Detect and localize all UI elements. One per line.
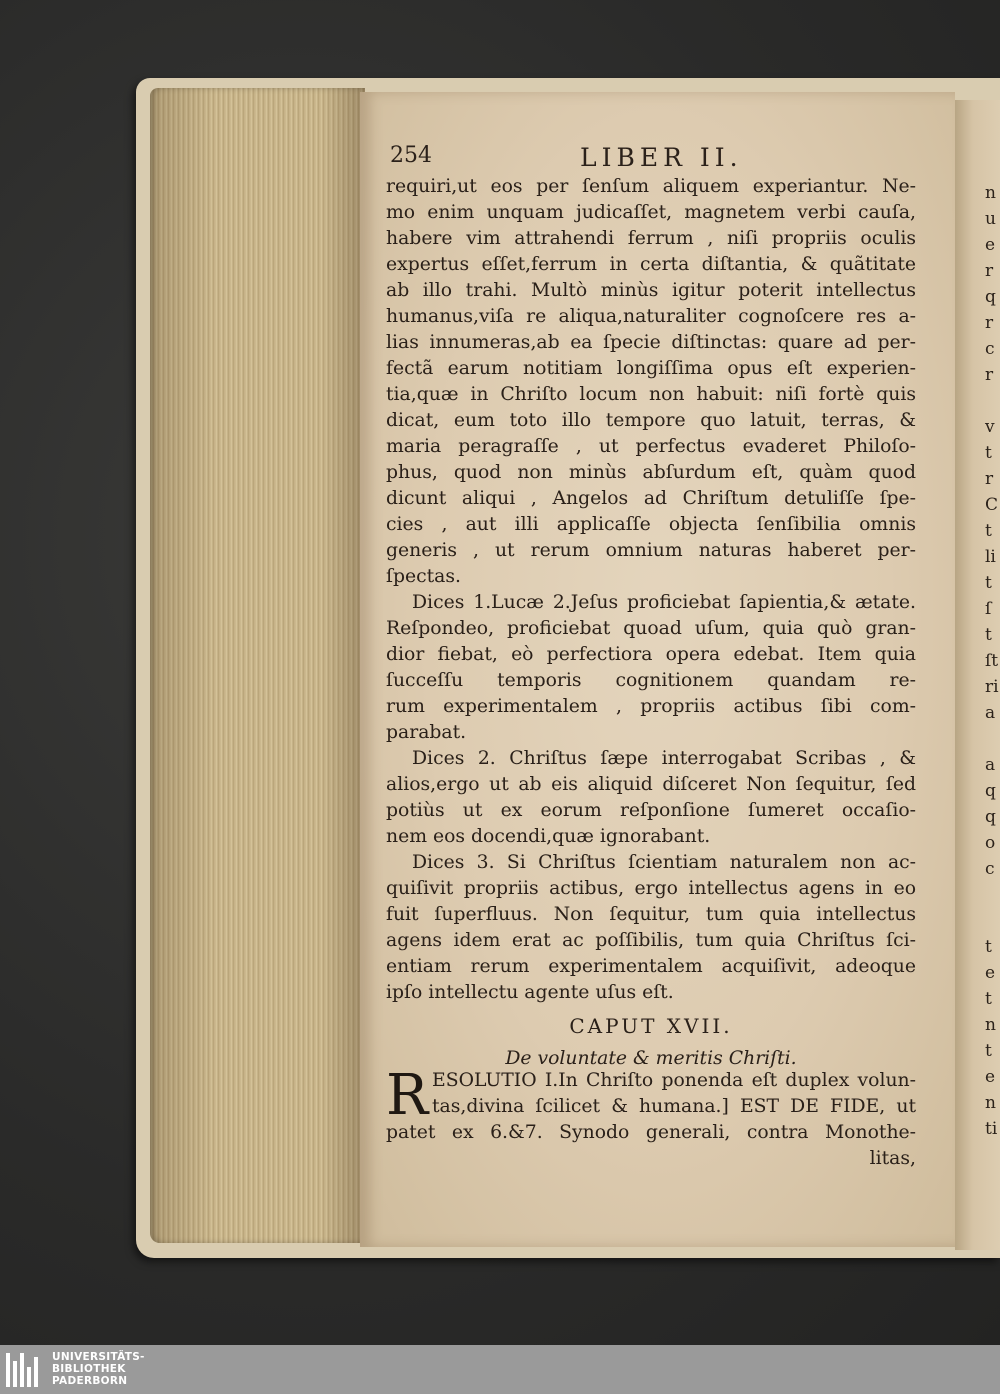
facing-letter: e	[985, 963, 996, 983]
facing-letter: r	[985, 365, 994, 385]
text-line: requiri,ut eos per ſenſum aliquem experiantur. Ne-	[386, 176, 916, 197]
facing-letter: c	[985, 859, 995, 879]
text-line: tia,quæ in Chriſto locum non habuit: niſi fortè quis	[386, 384, 916, 405]
facing-letter: q	[985, 807, 996, 827]
text-line: dicat, eum toto illo tempore quo latuit, terras, &	[386, 410, 916, 431]
facing-letter	[985, 388, 1000, 414]
text-line: entiam rerum experimentalem acquiſivit, adeoque	[386, 956, 916, 977]
text-line: parabat.	[386, 722, 467, 743]
facing-letter: q	[985, 781, 996, 801]
resolutio-line-1: ESOLUTIO I.In Chriſto ponenda eſt duplex volun-	[432, 1070, 916, 1091]
catchword: litas,	[869, 1148, 916, 1169]
text-line: ſucceſſu temporis cognitionem quandam re-	[386, 670, 916, 691]
text-line: Dices 2. Chriſtus ſæpe interrogabat Scribas , &	[412, 748, 916, 769]
logo-line-3: PADERBORN	[52, 1375, 128, 1387]
facing-letter: t	[985, 573, 992, 593]
facing-letter: t	[985, 521, 992, 541]
text-line: alios,ergo ut ab eis aliquid diſceret Non ſequitur, ſed	[386, 774, 916, 795]
logo-line-1: UNIVERSITÄTS-	[52, 1351, 145, 1363]
facing-letter: t	[985, 443, 992, 463]
page-text	[386, 174, 916, 1078]
facing-letter: ſt	[985, 651, 999, 671]
resolutio-opening	[432, 1068, 916, 1120]
text-line: quiſivit propriis actibus, ergo intellectus agens in eo	[386, 878, 916, 899]
facing-letter: o	[985, 833, 996, 853]
text-line: ſpectas.	[386, 566, 461, 587]
facing-letter	[985, 882, 1000, 908]
library-logo-icon	[6, 1353, 44, 1387]
facing-letter: t	[985, 1041, 992, 1061]
facing-letter: ſ	[985, 599, 992, 619]
text-line: ipſo intellectu agente uſus eſt.	[386, 982, 674, 1003]
facing-letter: n	[985, 1015, 996, 1035]
resolutio-line-2: tas,divina ſcilicet & humana.] EST DE FIDE, ut	[432, 1096, 916, 1117]
paragraph-dices-3	[386, 850, 916, 1006]
text-line: expertus eſſet,ferrum in certa diſtantia, & quãtitate	[386, 254, 916, 275]
facing-letter: r	[985, 261, 994, 281]
facing-letter: t	[985, 989, 992, 1009]
facing-letter: v	[985, 417, 995, 437]
facing-letter	[985, 726, 1000, 752]
paragraph-main	[386, 174, 916, 590]
page-edges-shading	[150, 88, 365, 1243]
facing-letter: t	[985, 625, 992, 645]
text-line: cies , aut illi applicaſſe objecta ſenſibilia omnis	[386, 514, 916, 535]
facing-letter: ri	[985, 677, 999, 697]
text-line: habere vim attrahendi ferrum , niſi propriis oculis	[386, 228, 916, 249]
logo-line-2: BIBLIOTHEK	[52, 1363, 126, 1375]
facing-letter: n	[985, 1093, 996, 1113]
running-head	[390, 143, 930, 177]
text-line: humanus,viſa re aliqua,naturaliter cognoſcere res a-	[386, 306, 916, 327]
facing-letter: t	[985, 937, 992, 957]
text-line: phus, quod non minùs abſurdum eſt, quàm quod	[386, 462, 916, 483]
text-line: dicunt aliqui , Angelos ad Chriſtum detuliſſe ſpe-	[386, 488, 916, 509]
running-title: LIBER II.	[580, 143, 743, 172]
facing-letter: e	[985, 1067, 996, 1087]
facing-letter	[985, 908, 1000, 934]
text-line: maria peragraſſe , ut perfectus evaderet Philoſo-	[386, 436, 916, 457]
library-footer-bar	[0, 1345, 1000, 1394]
text-line: fectã earum notitiam longiſſima opus eſt experien-	[386, 358, 916, 379]
drop-capital: R	[386, 1063, 429, 1128]
text-line: fuit ſuperfluus. Non ſequitur, tum quia intellectus	[386, 904, 916, 925]
page-number: 254	[390, 143, 432, 168]
facing-letter: li	[985, 547, 996, 567]
facing-letter: C	[985, 495, 999, 515]
resolutio-continuation	[386, 1120, 916, 1146]
facing-letter: a	[985, 703, 996, 723]
text-line: dior fiebat, eò perfectiora opera edebat. Item quia	[386, 644, 916, 665]
facing-letter: r	[985, 313, 994, 333]
text-line: Reſpondeo, proficiebat quoad uſum, quia quò gran-	[386, 618, 916, 639]
resolutio-line-3: patet ex 6.&7. Synodo generali, contra Monothe-	[386, 1122, 916, 1143]
text-line: mo enim unquam judicaſſet, magnetem verbi cauſa,	[386, 202, 916, 223]
chapter-heading: CAPUT XVII.	[569, 1014, 733, 1038]
text-line: potiùs ut ex eorum reſponſione ſumeret occaſio-	[386, 800, 916, 821]
text-line: nem eos docendi,quæ ignorabant.	[386, 826, 711, 847]
text-line: rum experimentalem , propriis actibus ſibi com-	[386, 696, 916, 717]
text-line: ab illo trahi. Multò minùs igitur poterit intellectus	[386, 280, 916, 301]
facing-letter: ti	[985, 1119, 998, 1139]
paragraph-dices-1	[386, 590, 916, 746]
facing-letter: c	[985, 339, 995, 359]
text-line: Dices 3. Si Chriſtus ſcientiam naturalem non ac-	[412, 852, 916, 873]
facing-letter: q	[985, 287, 996, 307]
paragraph-dices-2	[386, 746, 916, 850]
facing-letter: r	[985, 469, 994, 489]
chapter-subtitle: De voluntate & meritis Chriſti.	[505, 1048, 797, 1069]
facing-page-letters	[985, 180, 1000, 1142]
facing-letter: u	[985, 209, 996, 229]
text-line: generis , ut rerum omnium naturas haberet per-	[386, 540, 916, 561]
facing-letter: e	[985, 235, 996, 255]
text-line: Dices 1.Lucæ 2.Jeſus proficiebat ſapientia,& ætate.	[412, 592, 916, 613]
text-line: agens idem erat ac poſſibilis, tum quia Chriſtus ſci-	[386, 930, 916, 951]
facing-letter: a	[985, 755, 996, 775]
text-line: lias innumeras,ab ea ſpecie diſtinctas: quare ad per-	[386, 332, 916, 353]
facing-letter: n	[985, 183, 996, 203]
library-logo-text	[52, 1351, 145, 1387]
